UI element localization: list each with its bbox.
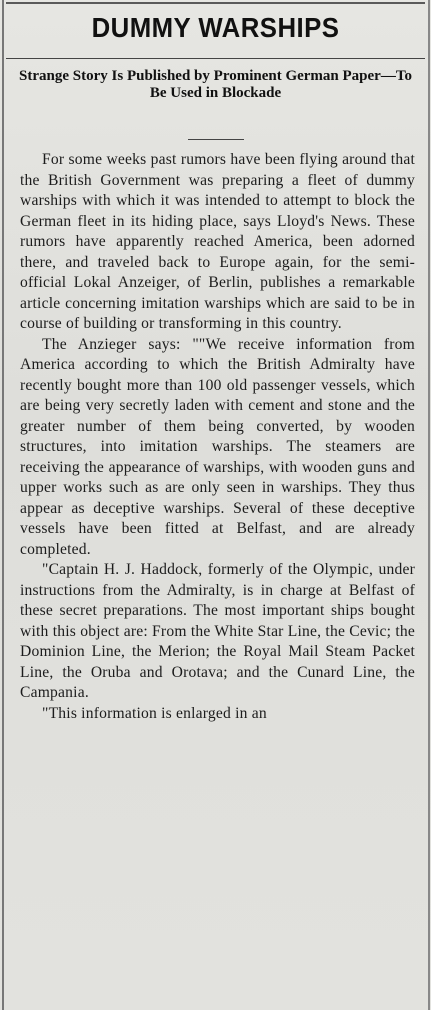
- headline-rule: [6, 58, 425, 59]
- subheadline: Strange Story Is Published by Prominent German Paper—To Be Used in Blockade: [19, 68, 412, 101]
- headline: DUMMY WARSHIPS: [91, 12, 340, 43]
- paragraph: "This information is enlarged in an: [42, 704, 267, 722]
- section-divider: [188, 139, 244, 140]
- column-rule-left: [2, 0, 4, 1010]
- top-rule: [6, 2, 425, 4]
- article-body: [20, 150, 415, 724]
- paragraph: The Anzieger says: ""We receive information from America according to which the British Admiralty have recently bought more than 100 old passenger vessels, which are being very secretly laden with cement and stone and the greater number of them being converted, by wooden structures, into imitation warships. The steamers are receiving the appearance of warships, with wooden guns and upper works such as are only seen in warships. They thus appear as deceptive warships. Several of these deceptive vessels have been fitted at Belfast, and are already completed.: [20, 335, 415, 558]
- paragraph: "Captain H. J. Haddock, formerly of the Olympic, under instructions from the Admiralty, is in charge at Belfast of these secret preparations. The most important ships bought with this object are: From the White Star Line, the Cevic; the Dominion Line, the Merion; the Royal Mail Steam Packet Line, the Oruba and Orotava; and the Cunard Line, the Campania.: [20, 561, 415, 701]
- paragraph: For some weeks past rumors have been flying around that the British Government was preparing a fleet of dummy warships with which it was intended to attempt to block the German fleet in its hiding place, says Lloyd's News. These rumors have apparently reached America, been adorned there, and traveled back to Europe again, for the semi-official Lokal Anzeiger, of Berlin, publishes a remarkable article concerning imitation warships which are said to be in course of building or transforming in this country.: [20, 151, 415, 332]
- column-rule-right: [428, 0, 430, 1010]
